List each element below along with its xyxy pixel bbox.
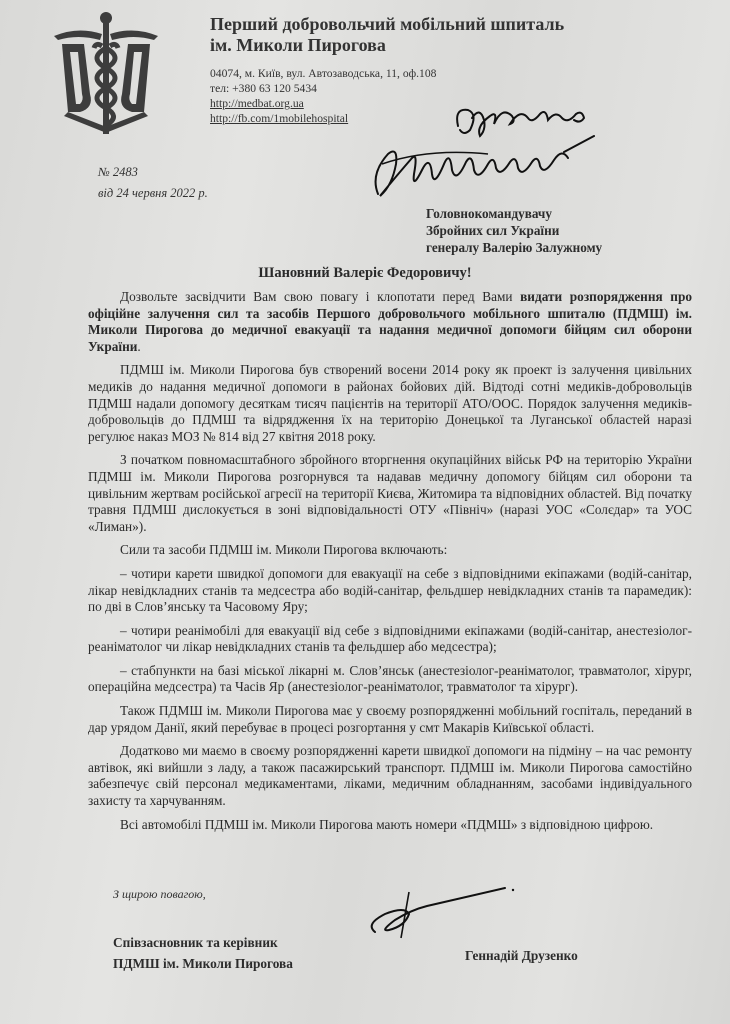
org-phone: тел: +380 63 120 5434 bbox=[210, 82, 317, 95]
paragraph-request bbox=[88, 289, 692, 355]
closing: З щирою повагою, bbox=[113, 887, 206, 901]
letter-body bbox=[88, 289, 692, 840]
registration-number: № 2483 bbox=[98, 165, 138, 179]
org-address: 04074, м. Київ, вул. Автозаводська, 11, оф.108 bbox=[210, 67, 437, 80]
addressee-line2: Збройних сил України bbox=[426, 223, 560, 238]
addressee-line1: Головнокомандувачу bbox=[426, 206, 552, 221]
list-item-ambulances: – чотири карети швидкої допомоги для евакуації на себе з відповідними екіпажами (водій-санітар, лікар невідкладних станів та медсестра або водій-санітар, фельдшер невідкладних станів та парамедик): по дві в Слов’янську та Часовому Яру; bbox=[88, 565, 692, 615]
paragraph-history: ПДМШ ім. Миколи Пирогова був створений восени 2014 року як проект із залучення цивільних медиків до надання медичної допомоги в районах бойових дій. Відтоді сотні медиків-добровольців ПДМШ надали допомогу десяткам тисяч пацієнтів на території АТО/ООС. Порядок залучення медиків-добровольців до ПДМШ та відрядження їх на територію Донецької та Луганської областей наразі регулює наказ МОЗ № 814 від 27 квітня 2018 року. bbox=[88, 362, 692, 444]
paragraph-mobile-hospital: Також ПДМШ ім. Миколи Пирогова має у своєму розпорядженні мобільний госпіталь, переданий в дар урядом Данії, який перебуває в процесі розгортання у смт Макарів Київської області. bbox=[88, 703, 692, 735]
signer-title bbox=[113, 932, 293, 974]
addressee-line3: генералу Валерію Залужному bbox=[426, 240, 603, 255]
registration-date: від 24 червня 2022 р. bbox=[98, 186, 208, 200]
paragraph-forces-intro: Сили та засоби ПДМШ ім. Миколи Пирогова включають: bbox=[120, 542, 448, 558]
facebook-link[interactable]: http://fb.com/1mobilehospital bbox=[210, 112, 349, 125]
request-end: . bbox=[137, 338, 141, 354]
signer-name: Геннадій Друзенко bbox=[465, 948, 578, 963]
request-intro: Дозвольте засвідчити Вам свою повагу і клопотати перед Вами bbox=[120, 289, 521, 304]
commander-signature bbox=[368, 134, 598, 206]
paragraph-additional: Додатково ми маємо в своєму розпорядженні карети швидкої допомоги на підміну – на час ремонту автівок, які вийшли з ладу, а також пасажирський транспорт. ПДМШ ім. Миколи Пирогова самостійно забезпечує свій персонал медикаментами, ліками, медичним обладнанням, засобами індивідуального захисту та харчуванням. bbox=[88, 743, 692, 809]
paragraph-invasion: З початком повномасштабного збройного вторгнення окупаційних військ РФ на територію України ПДМШ ім. Миколи Пирогова розгорнувся та надавав медичну допомогу бійцям сил оборони та цивільним жертвам російської агресії на території Києва, Житомира та відповідних областей. Від початку травня ПДМШ дислокується в зоні відповідальності ОТУ «Північ» (наразі УОС «Солєдар» та УОС «Лиман»). bbox=[88, 452, 692, 534]
website-link[interactable]: http://medbat.org.ua bbox=[210, 97, 304, 110]
paragraph-vehicles: Всі автомобілі ПДМШ ім. Миколи Пирогова мають номери «ПДМШ» з відповідною цифрою. bbox=[120, 816, 654, 832]
org-name-line1: Перший добровольчий мобільний шпиталь bbox=[210, 14, 565, 34]
signer-title-line1: Співзасновник та керівник bbox=[113, 935, 278, 950]
salutation: Шановний Валеріє Федоровичу! bbox=[258, 265, 472, 281]
list-item-stabpoints: – стабпункти на базі міської лікарні м. Слов’янськ (анестезіолог-реаніматолог, травматолог, хірург, операційна медсестра) та Часів Яр (анестезіолог-реаніматолог, травматолог та хірург). bbox=[88, 662, 692, 695]
registration-info bbox=[98, 162, 208, 204]
addressee-block bbox=[426, 205, 602, 256]
signer-signature bbox=[365, 880, 515, 940]
request-bold: видати розпорядження про офіційне залучення сил та засобів Першого добровольчого мобільного шпиталю (ПДМШ) ім. Миколи Пирогова до медичної евакуації та надання медичної допомоги бійцям сил оборони України bbox=[88, 289, 692, 354]
signer-title-line2: ПДМШ ім. Миколи Пирогова bbox=[113, 956, 293, 971]
list-item-reanimobiles: – чотири реанімобілі для евакуації від себе з відповідними екіпажами (водій-санітар, анестезіолог-реаніматолог чи лікар невідкладних станів та фельдшер або медсестра); bbox=[88, 622, 692, 655]
org-name-line2: ім. Миколи Пирогова bbox=[210, 35, 386, 55]
caduceus-trident-logo-icon bbox=[50, 8, 162, 140]
